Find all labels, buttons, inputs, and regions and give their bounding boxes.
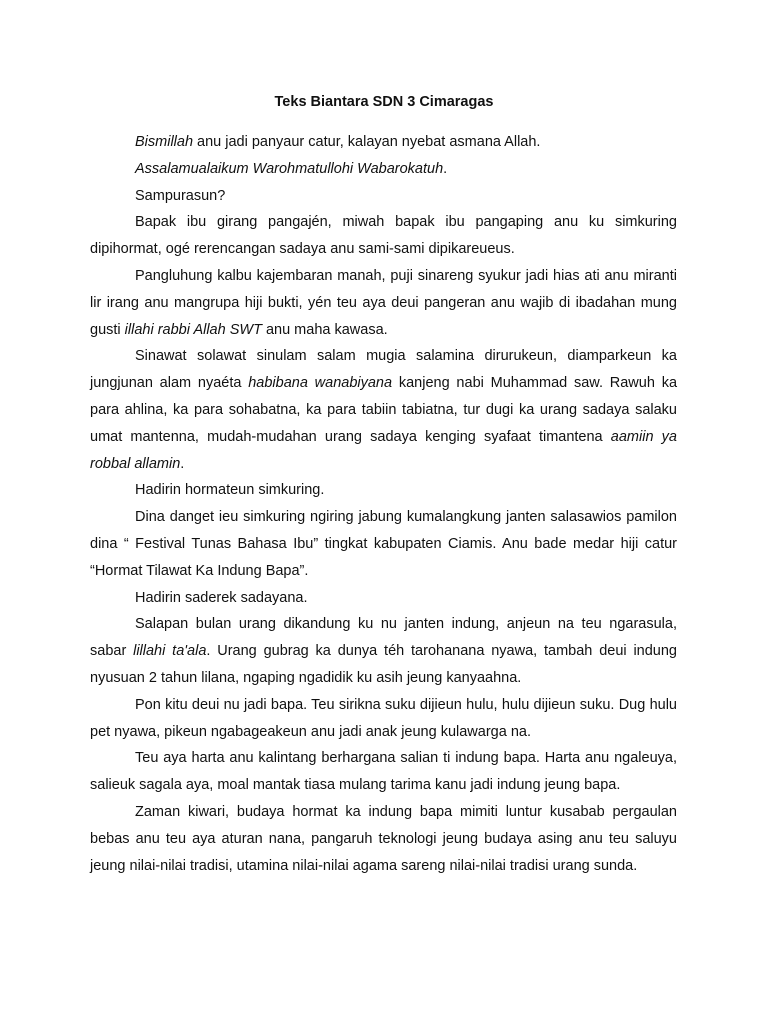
paragraph <box>90 129 677 156</box>
paragraph <box>90 156 677 183</box>
document-body <box>90 129 677 879</box>
paragraph-text: Pangluhung kalbu kajembaran manah, puji sinareng syukur jadi hias ati anu miranti lir irang anu mangrupa hiji bukti, yén teu aya deui pangeran anu wajib di ibadahan mung gusti <box>90 267 677 338</box>
paragraph-text: anu maha kawasa. <box>261 321 388 338</box>
paragraph-text: Bapak ibu girang pangajén, miwah bapak ibu pangaping anu ku simkuring dipihormat, ogé rerencangan sadaya anu sami-sami dipikareueus. <box>90 214 677 258</box>
paragraph-text: . <box>180 455 185 472</box>
paragraph-text: Hadirin hormateun simkuring. <box>135 482 325 499</box>
paragraph-text: anu jadi panyaur catur, kalayan nyebat asmana Allah. <box>193 134 541 150</box>
paragraph <box>90 611 677 691</box>
italic-text: illahi rabbi Allah SWT <box>124 321 262 338</box>
paragraph <box>90 692 677 746</box>
paragraph-text: Salapan bulan urang dikandung ku nu janten indung, anjeun na teu ngarasula, sabar <box>90 616 677 660</box>
paragraph <box>90 745 677 799</box>
paragraph-text: Zaman kiwari, budaya hormat ka indung bapa mimiti luntur kusabab pergaulan bebas anu teu aya aturan nana, pangaruh teknologi jeung budaya asing anu teu saluyu jeung nilai-nilai tradisi, utamina nilai-nilai agama sareng nilai-nilai tradisi urang sunda. <box>90 803 677 874</box>
paragraph-text: Pon kitu deui nu jadi bapa. Teu sirikna suku dijieun hulu, hulu dijieun suku. Dug hulu pet nyawa, pikeun ngabageakeun anu jadi anak jeung kulawarga na. <box>90 696 677 740</box>
paragraph <box>90 477 677 504</box>
paragraph-text: Sinawat solawat sinulam salam mugia salamina dirurukeun, diamparkeun ka jungjunan alam nyaéta <box>90 348 677 392</box>
paragraph <box>90 183 677 210</box>
paragraph <box>90 263 677 343</box>
paragraph <box>90 343 677 477</box>
italic-text: lillahi ta'ala <box>133 643 207 660</box>
paragraph-text: . <box>443 160 448 177</box>
italic-text: aamiin ya robbal allamin <box>90 428 677 472</box>
paragraph-text: Hadirin saderek sadayana. <box>135 589 308 606</box>
italic-text: habibana wanabiyana <box>248 375 393 392</box>
paragraph-text: kanjeng nabi Muhammad saw. Rawuh ka para ahlina, ka para sohabatna, ka para tabiin tabiatna, tur dugi ka urang sadaya salaku umat mantenna, mudah-mudahan urang sadaya kenging syafaat timantena <box>90 375 678 445</box>
paragraph-text: Teu aya harta anu kalintang berhargana salian ti indung bapa. Harta anu ngaleuya, salieuk sagala aya, moal mantak tiasa mulang tarima kanu jadi indung jeung bapa. <box>90 750 677 794</box>
paragraph-text: . Urang gubrag ka dunya téh tarohanana nyawa, tambah deui indung nyusuan 2 tahun lilana, ngaping ngadidik ku asih jeung kanyaahna. <box>90 643 677 686</box>
paragraph <box>90 799 677 879</box>
italic-text: Bismillah <box>135 134 194 150</box>
italic-text: Assalamualaikum Warohmatullohi Wabarokatuh <box>135 160 444 177</box>
paragraph-text: Sampurasun? <box>135 187 226 204</box>
paragraph <box>90 585 677 612</box>
document-title: Teks Biantara SDN 3 Cimaragas <box>274 94 494 110</box>
paragraph-text: Dina danget ieu simkuring ngiring jabung kumalangkung janten salasawios pamilon dina “ Festival Tunas Bahasa Ibu” tingkat kabupaten Ciamis. Anu bade medar hiji catur “Hormat Tilawat Ka Indung Bapa”. <box>90 509 677 579</box>
paragraph <box>90 504 677 584</box>
paragraph <box>90 209 677 263</box>
